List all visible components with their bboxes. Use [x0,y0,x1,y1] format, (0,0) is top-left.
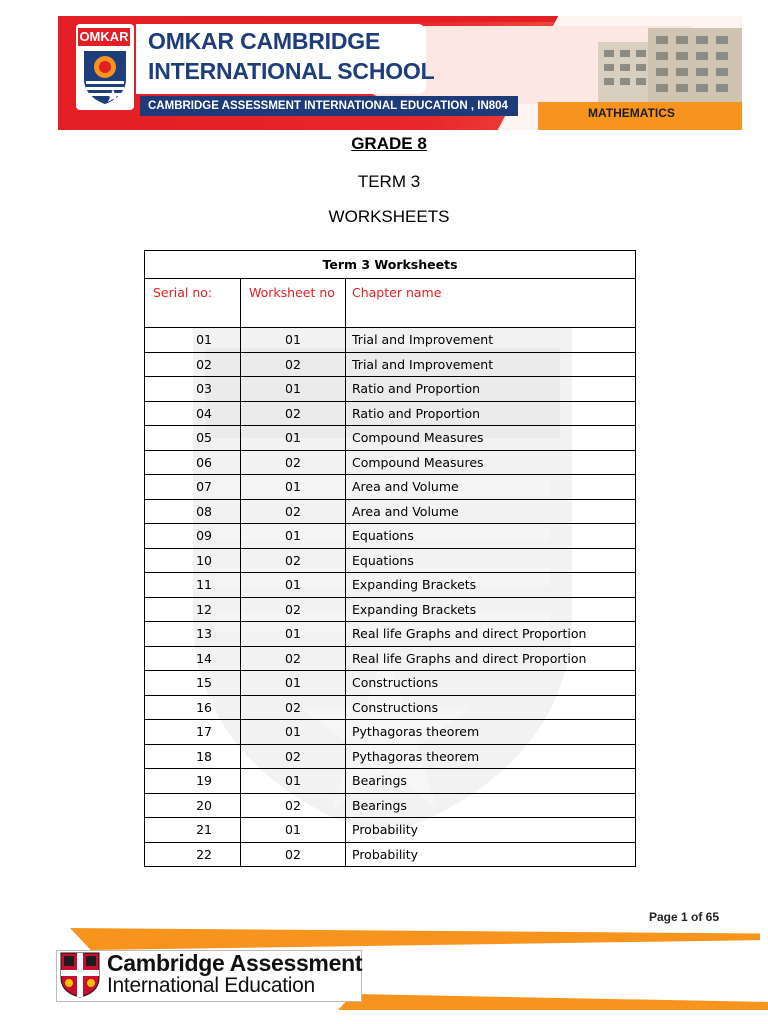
worksheets-title: WORKSHEETS [328,207,450,226]
table-header-row [145,279,636,328]
cell-worksheet: 01 [241,671,346,696]
cell-chapter: Constructions [346,695,636,720]
cell-serial: 02 [145,352,241,377]
cell-serial: 05 [145,426,241,451]
cell-worksheet: 02 [241,744,346,769]
cell-worksheet: 02 [241,352,346,377]
cell-worksheet: 01 [241,475,346,500]
school-name-line1: OMKAR CAMBRIDGE [148,28,381,54]
cambridge-logo-line2: International Education [107,974,315,997]
cell-serial: 16 [145,695,241,720]
table-row [145,377,636,402]
school-name [148,26,438,86]
table-caption: Term 3 Worksheets [145,251,636,279]
table-row [145,352,636,377]
table-row [145,548,636,573]
table-row [145,818,636,843]
cell-chapter: Equations [346,548,636,573]
cell-chapter: Equations [346,524,636,549]
cell-worksheet: 02 [241,793,346,818]
school-name-line2: INTERNATIONAL SCHOOL [148,58,435,84]
cell-worksheet: 02 [241,842,346,867]
cambridge-logo-line1: Cambridge Assessment [107,950,363,976]
cell-chapter: Compound Measures [346,426,636,451]
table-row [145,646,636,671]
cell-serial: 11 [145,573,241,598]
cell-chapter: Bearings [346,769,636,794]
school-logo-text: OMKAR [79,29,129,44]
table-row [145,573,636,598]
cell-chapter: Pythagoras theorem [346,720,636,745]
cell-chapter: Probability [346,842,636,867]
cell-serial: 08 [145,499,241,524]
column-header-serial [145,279,241,328]
table-row [145,622,636,647]
cambridge-crest-icon [60,952,100,998]
cell-serial: 01 [145,328,241,353]
page-number: Page 1 of 65 [649,910,720,924]
column-header-chapter-label: Chapter name [352,285,442,300]
cell-serial: 09 [145,524,241,549]
cell-serial: 12 [145,597,241,622]
cell-serial: 07 [145,475,241,500]
table-row [145,720,636,745]
cell-worksheet: 01 [241,377,346,402]
table-row [145,401,636,426]
cell-chapter: Compound Measures [346,450,636,475]
table-row [145,475,636,500]
cell-serial: 06 [145,450,241,475]
cell-serial: 03 [145,377,241,402]
cell-chapter: Expanding Brackets [346,597,636,622]
table-row [145,328,636,353]
cell-serial: 19 [145,769,241,794]
table-row [145,426,636,451]
assessment-center-text: CAMBRIDGE ASSESSMENT INTERNATIONAL EDUCATION , IN804 [148,100,508,112]
cell-worksheet: 01 [241,622,346,647]
cell-chapter: Real life Graphs and direct Proportion [346,646,636,671]
table-row [145,450,636,475]
cell-chapter: Probability [346,818,636,843]
column-header-serial-label: Serial no: [153,285,213,300]
cell-serial: 10 [145,548,241,573]
table-row [145,671,636,696]
cell-chapter: Ratio and Proportion [346,377,636,402]
subject-label: MATHEMATICS [588,106,675,120]
table-row [145,499,636,524]
table-row [145,524,636,549]
table-row [145,793,636,818]
cell-serial: 04 [145,401,241,426]
cell-serial: 17 [145,720,241,745]
worksheets-table [144,250,636,867]
cell-chapter: Expanding Brackets [346,573,636,598]
term-title: TERM 3 [357,172,421,191]
table-row [145,695,636,720]
cell-worksheet: 02 [241,450,346,475]
cell-worksheet: 01 [241,769,346,794]
school-building-image [588,24,742,104]
column-header-worksheet-label: Worksheet no [249,285,335,300]
cell-worksheet: 02 [241,646,346,671]
cell-serial: 14 [145,646,241,671]
cell-worksheet: 01 [241,328,346,353]
table-body [145,328,636,867]
cell-chapter: Trial and Improvement [346,352,636,377]
cell-chapter: Ratio and Proportion [346,401,636,426]
cell-chapter: Bearings [346,793,636,818]
cell-worksheet: 01 [241,818,346,843]
table-row [145,597,636,622]
cell-worksheet: 02 [241,597,346,622]
cell-worksheet: 01 [241,426,346,451]
cell-chapter: Constructions [346,671,636,696]
cell-worksheet: 02 [241,499,346,524]
cell-serial: 13 [145,622,241,647]
cell-worksheet: 01 [241,524,346,549]
cell-chapter: Pythagoras theorem [346,744,636,769]
table-caption-row [145,251,636,279]
grade-title: GRADE 8 [351,134,427,153]
footer-orange-band [70,928,760,950]
cell-worksheet: 02 [241,401,346,426]
cell-worksheet: 01 [241,720,346,745]
cell-chapter: Area and Volume [346,499,636,524]
table-row [145,744,636,769]
cell-worksheet: 02 [241,695,346,720]
table-row [145,842,636,867]
school-crest-icon [82,49,128,105]
column-header-chapter [346,279,636,328]
table-row [145,769,636,794]
cell-serial: 22 [145,842,241,867]
cell-serial: 15 [145,671,241,696]
cell-serial: 20 [145,793,241,818]
cell-chapter: Area and Volume [346,475,636,500]
cell-serial: 18 [145,744,241,769]
cell-chapter: Real life Graphs and direct Proportion [346,622,636,647]
cell-serial: 21 [145,818,241,843]
cell-worksheet: 01 [241,573,346,598]
cell-chapter: Trial and Improvement [346,328,636,353]
cell-worksheet: 02 [241,548,346,573]
column-header-worksheet [241,279,346,328]
header-banner [58,16,742,130]
